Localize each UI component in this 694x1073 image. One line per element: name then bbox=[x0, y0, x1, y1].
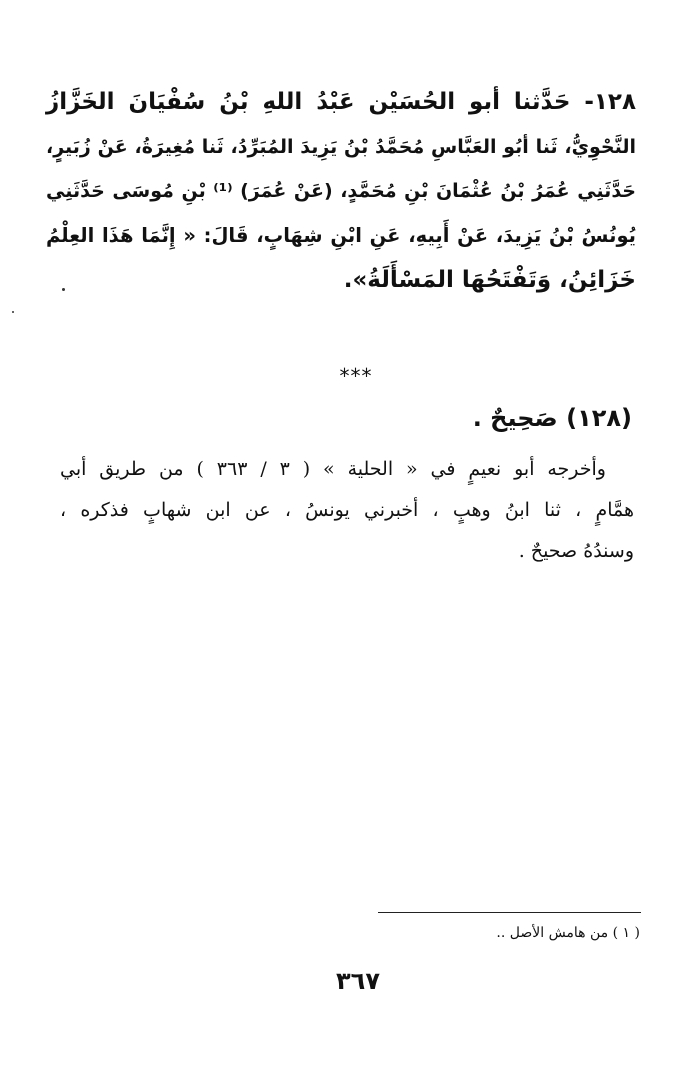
hadith-text bbox=[46, 80, 636, 303]
commentary-line: وأخرجه أبو نعيمٍ في « الحلية » ( ٣ / ٣٦٣ ) من طريق أبي bbox=[60, 458, 606, 480]
commentary-line: همَّامٍ ، ثنا ابنُ وهبٍ ، أخبرني يونسُ ، عن ابن شهابٍ فذكره ، bbox=[60, 499, 634, 521]
section-separator: *** bbox=[339, 364, 373, 388]
scan-speck bbox=[12, 311, 14, 313]
commentary-line: وسندُهُ صحيحٌ . bbox=[518, 540, 634, 562]
scan-speck bbox=[62, 288, 65, 291]
footnote-divider bbox=[378, 912, 641, 913]
hadith-grade: (١٢٨) صَحِيحٌ . bbox=[472, 404, 632, 432]
commentary-text bbox=[60, 449, 634, 572]
page-number: ٣٦٧ bbox=[336, 967, 380, 995]
hadith-line: النَّحْوِيُّ، ثَنا أبُو العَبَّاسِ مُحَمَّدُ بْنُ يَزِيدَ المُبَرِّدُ، ثَنا مُغِيرَةُ، عَنْ زُبَيرٍ، bbox=[46, 135, 636, 158]
hadith-line: يُونُسُ بْنُ يَزِيدَ، عَنْ أَبِيهِ، عَنِ ابْنِ شِهَابٍ، قَالَ: « إِنَّمَا هَذَا العِلْمُ bbox=[46, 223, 636, 247]
hadith-line: خَزَائِنُ، وَتَفْتَحُهَا المَسْأَلَةُ». bbox=[343, 267, 636, 294]
hadith-line: ١٢٨- حَدَّثنا أبو الحُسَيْن عَبْدُ اللهِ بْنُ سُفْيَانَ الخَزَّازُ bbox=[46, 89, 636, 115]
hadith-line: حَدَّثَنِي عُمَرُ بْنُ عُثْمَانَ بْنِ مُحَمَّدٍ، (عَنْ عُمَرَ) ⁽¹⁾ بْنِ مُوسَى حَدَّثَنِي bbox=[46, 180, 636, 203]
footnote: ( ١ ) من هامش الأصل .. bbox=[496, 925, 640, 941]
